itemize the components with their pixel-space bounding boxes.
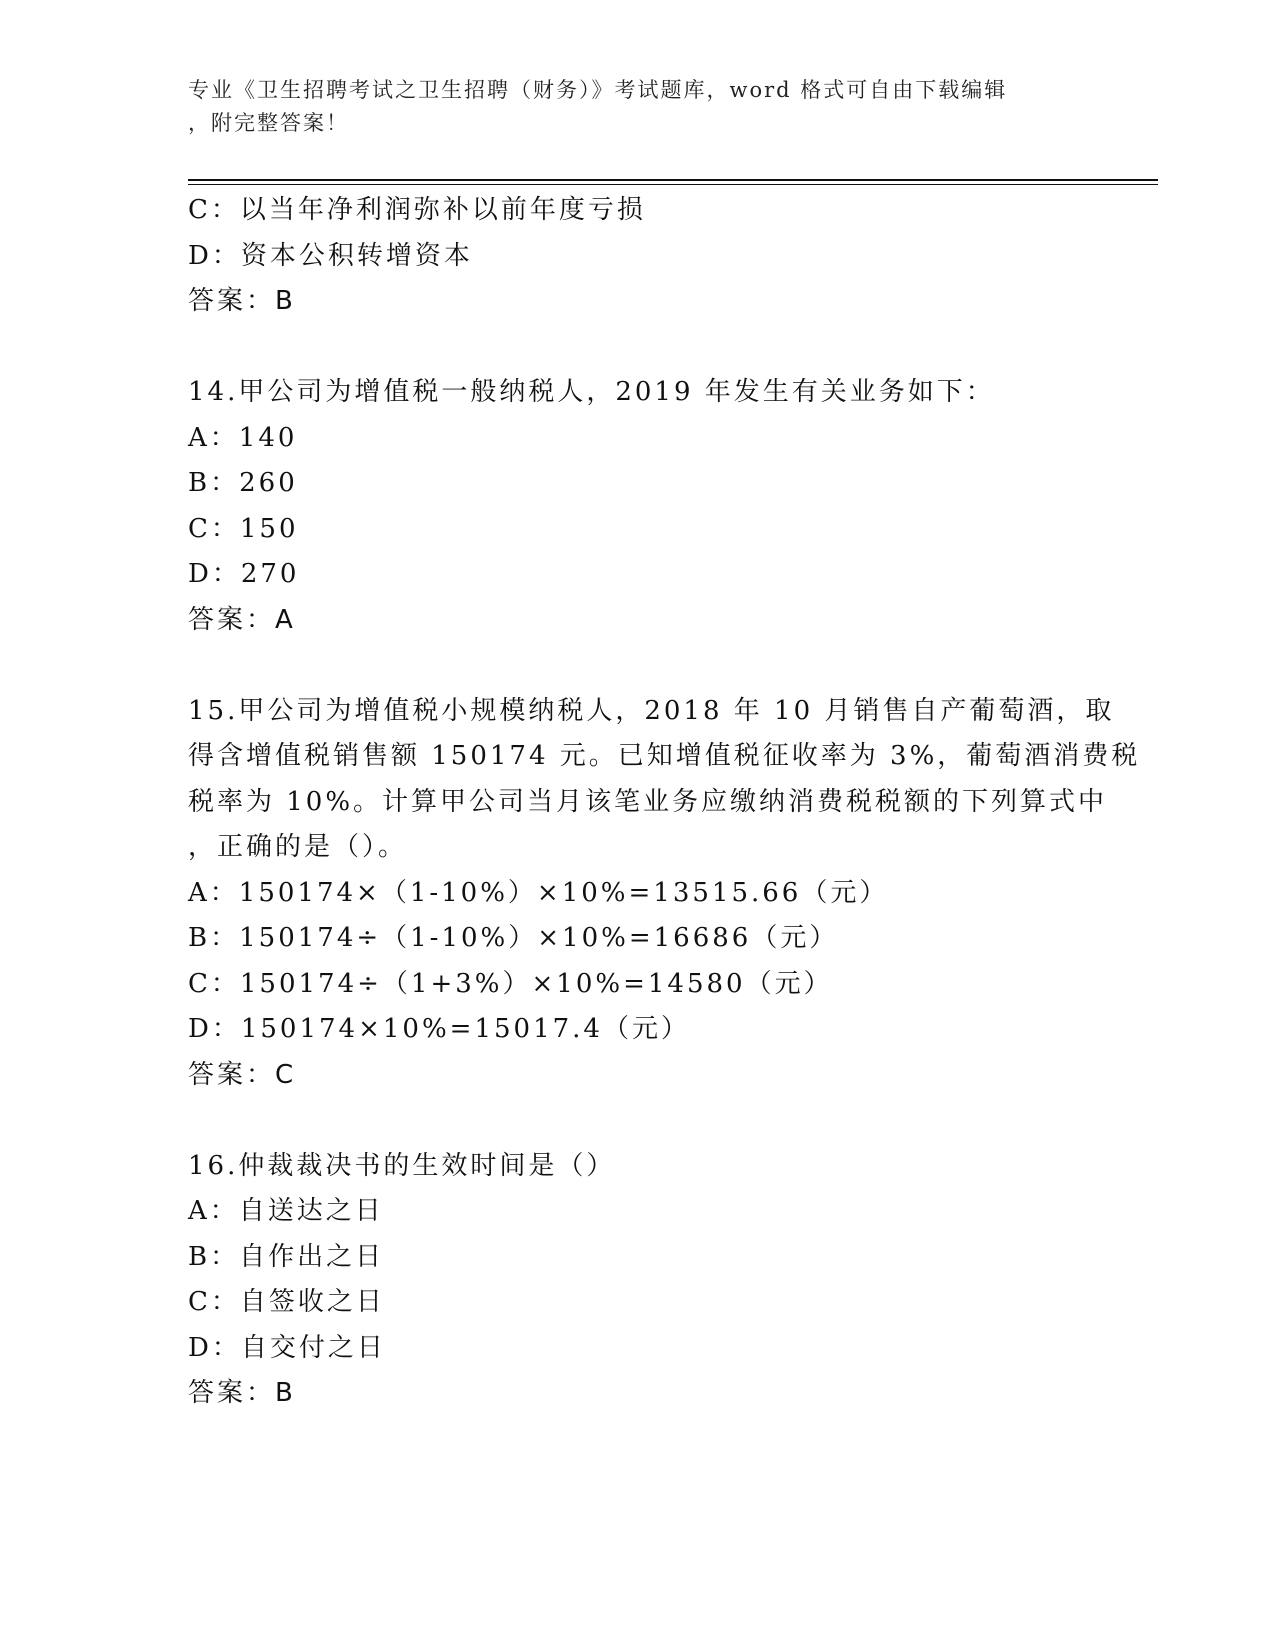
header-line-2: ，附完整答案！ — [188, 111, 349, 135]
option-b: B：150174÷（1-10%）×10%=16686（元） — [188, 923, 839, 953]
answer: 答案：C — [188, 1059, 297, 1090]
question-15 — [188, 689, 1141, 1099]
question-stem: 14.甲公司为增值税一般纳税人，2019 年发生有关业务如下： — [188, 377, 995, 407]
document-header — [188, 74, 1088, 140]
question-stem: 16.仲裁裁决书的生效时间是（） — [188, 1150, 616, 1181]
option-a: A：自送达之日 — [188, 1196, 384, 1226]
option-c: C：自签收之日 — [188, 1287, 385, 1317]
option-d: D：自交付之日 — [188, 1332, 386, 1363]
spacer — [188, 325, 1088, 371]
header-divider-thin — [188, 184, 1158, 185]
question-16 — [188, 1144, 1088, 1417]
question-13 — [188, 188, 1088, 325]
header-divider-thick — [188, 179, 1158, 181]
question-stem-line: 得含增值税销售额 150174 元。已知增值税征收率为 3%，葡萄酒消费税 — [188, 741, 1141, 771]
header-line-1: 专业《卫生招聘考试之卫生招聘（财务）》考试题库，word 格式可自由下载编辑 — [188, 78, 1008, 102]
option-b: B：自作出之日 — [188, 1241, 385, 1272]
question-stem-line: 税率为 10%。计算甲公司当月该笔业务应缴纳消费税税额的下列算式中 — [188, 786, 1108, 817]
option-b: B：260 — [188, 468, 298, 498]
option-c: C：150174÷（1+3%）×10%=14580（元） — [188, 968, 833, 999]
question-14 — [188, 370, 1088, 643]
answer: 答案：B — [188, 1378, 296, 1408]
option-c: C：150 — [188, 513, 299, 544]
option-c: C：以当年净利润弥补以前年度亏损 — [188, 195, 646, 225]
question-stem-line: ，正确的是（）。 — [188, 832, 408, 862]
answer: 答案：A — [188, 604, 296, 635]
option-d: D：150174×10%=15017.4（元） — [188, 1014, 690, 1044]
option-d: D：270 — [188, 559, 300, 589]
spacer — [188, 1098, 1088, 1144]
option-a: A：150174×（1-10%）×10%=13515.66（元） — [188, 877, 889, 908]
answer: 答案：B — [188, 286, 296, 316]
question-stem-line: 15.甲公司为增值税小规模纳税人，2018 年 10 月销售自产葡萄酒，取 — [188, 695, 1115, 726]
spacer — [188, 643, 1088, 689]
option-d: D：资本公积转增资本 — [188, 240, 473, 271]
option-a: A：140 — [188, 422, 298, 453]
question-list — [188, 188, 1141, 1417]
